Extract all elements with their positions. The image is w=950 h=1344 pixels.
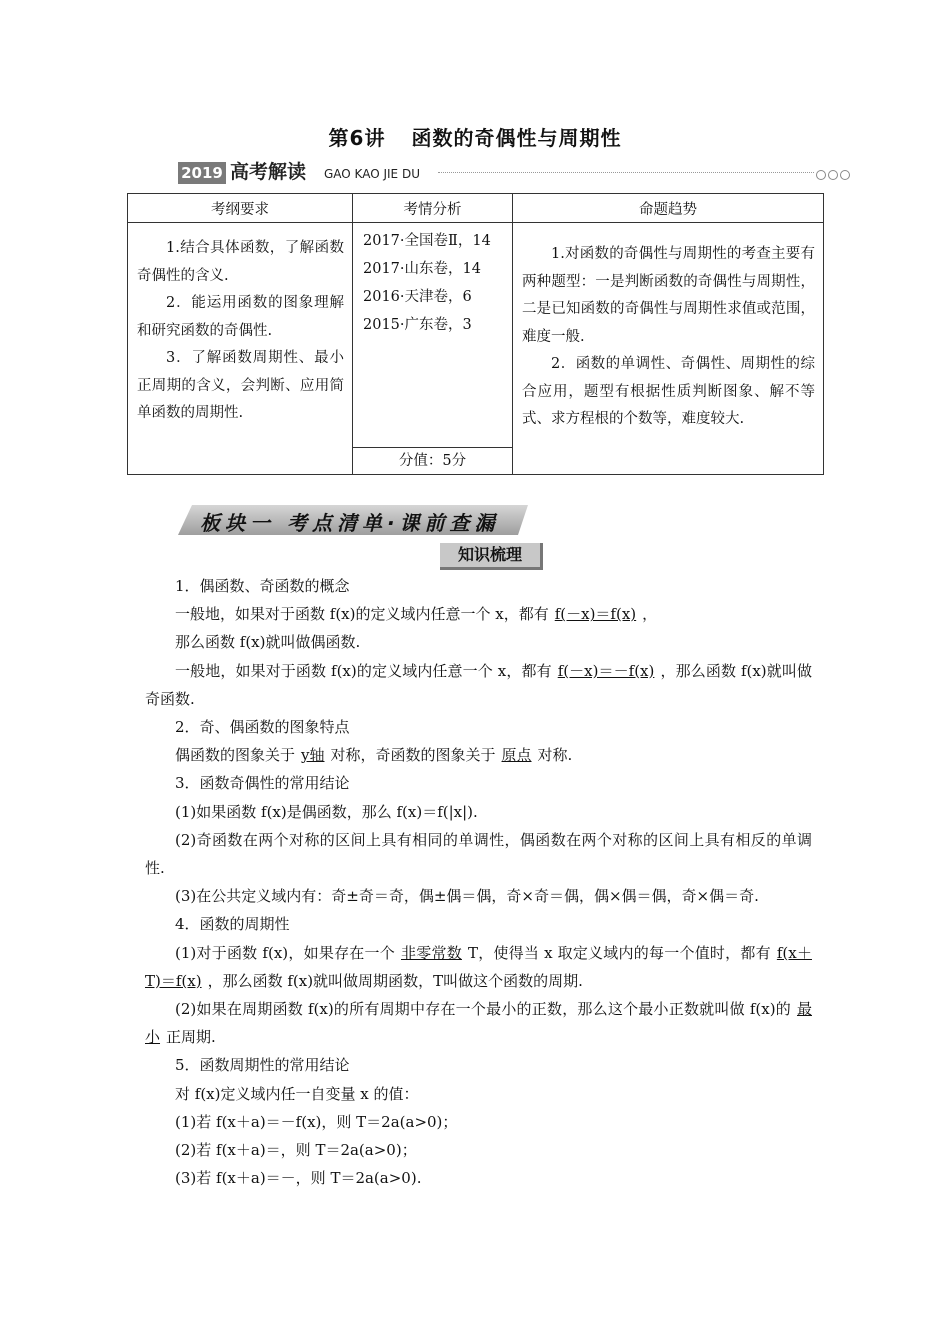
blank-answer: 原点 [501,746,532,765]
blank-answer: f(x＋T)＝f(x) [145,943,812,990]
banner-title: 高考解读 [230,161,307,183]
lecture-topic: 函数的奇偶性与周期性 [411,126,622,150]
conclusion-3: (3)在公共定义域内有：奇±奇＝奇，偶±偶＝偶，奇×奇＝偶，偶×偶＝偶，奇×偶＝奇. [175,887,759,906]
rule-3: (3)若 f(x＋a)＝－，则 T＝2a(a>0). [175,1169,422,1188]
exam-banner [178,162,850,184]
section-header [178,505,528,535]
conclusion-2: (2)奇函数在两个对称的区间上具有相同的单调性，偶函数在两个对称的区间上具有相反的单调性. [145,830,812,878]
knowledge-content [145,572,812,1192]
heading-5: 5．函数周期性的常用结论 [175,1056,350,1075]
banner-rule [438,172,814,174]
heading-4: 4．函数的周期性 [175,915,290,934]
rule-1: (1)若 f(x＋a)＝－f(x)，则 T＝2a(a>0)； [175,1112,458,1131]
analysis-item: 2016·天津卷，6 [363,289,472,305]
heading-3: 3．函数奇偶性的常用结论 [175,774,350,793]
section-title: 板块一 考点清单·课前查漏 [200,511,500,535]
blank-answer: 最小 [145,1000,812,1047]
analysis-cell [353,223,513,475]
requirements-cell [128,223,353,475]
exam-analysis-table [127,193,824,475]
page-title [0,122,950,151]
analysis-item: 2017·全国卷Ⅱ，14 [363,233,491,249]
period-def-1: (1)对于函数 f(x)，如果存在一个 非零常数 T，使得当 x 取定义域内的每一个值时，都有 f(x＋T)＝f(x) ，那么函数 f(x)就叫做周期函数，T叫做这个函数的周期. [145,943,812,990]
trends-cell [513,223,824,475]
trend-item: 2．函数的单调性、奇偶性、周期性的综合应用，题型有根据性质判断图象、解不等式、求方程根的个数等，难度较大. [522,356,815,427]
heading-2: 2．奇、偶函数的图象特点 [175,718,350,737]
requirement-item: 1.结合具体函数，了解函数奇偶性的含义. [137,240,344,284]
analysis-item: 2017·山东卷，14 [363,261,481,277]
header-requirements: 考纲要求 [128,194,353,223]
requirement-item: 3．了解函数周期性、最小正周期的含义，会判断、应用简单函数的周期性. [137,350,344,421]
blank-answer: 非零常数 [401,943,462,962]
period-def-2: (2)如果在周期函数 f(x)的所有周期中存在一个最小的正数，那么这个最小正数就叫做 f(x)的 最小 正周期. [145,1000,812,1047]
even-definition-cont: 那么函数 f(x)就叫做偶函数. [175,633,361,652]
blank-answer: f(－x)＝f(x) [554,605,637,624]
heading-1: 1．偶函数、奇函数的概念 [175,577,350,595]
even-definition: 一般地，如果对于函数 f(x)的定义域内任意一个 x，都有 f(－x)＝f(x) ， [175,605,658,624]
blank-answer: f(－x)＝－f(x) [557,661,655,680]
banner-dots-icon [814,166,850,184]
score-value: 分值：5分 [353,447,512,474]
rule-intro: 对 f(x)定义域内任一自变量 x 的值： [175,1084,419,1103]
trend-item: 1.对函数的奇偶性与周期性的考查主要有两种题型：一是判断函数的奇偶性与周期性，二是已知函数的奇偶性与周期性求值或范围，难度一般. [522,246,815,345]
banner-pinyin: GAO KAO JIE DU [324,167,420,181]
lecture-number: 第6讲 [328,126,386,150]
header-trends: 命题趋势 [513,194,824,223]
banner-year: 2019 [178,162,226,184]
requirement-item: 2．能运用函数的图象理解和研究函数的奇偶性. [137,295,344,339]
header-analysis: 考情分析 [353,194,513,223]
conclusion-1: (1)如果函数 f(x)是偶函数，那么 f(x)＝f(|x|). [175,802,478,821]
odd-definition: 一般地，如果对于函数 f(x)的定义域内任意一个 x，都有 f(－x)＝－f(x) ，那么函数 f(x)就叫做奇函数. [145,661,813,708]
rule-2: (2)若 f(x＋a)＝，则 T＝2a(a>0)； [175,1141,417,1160]
knowledge-tag: 知识梳理 [440,543,543,570]
blank-answer: y轴 [301,746,325,765]
analysis-item: 2015·广东卷，3 [363,317,472,333]
symmetry-line: 偶函数的图象关于 y轴 对称，奇函数的图象关于 原点 对称. [175,746,573,765]
